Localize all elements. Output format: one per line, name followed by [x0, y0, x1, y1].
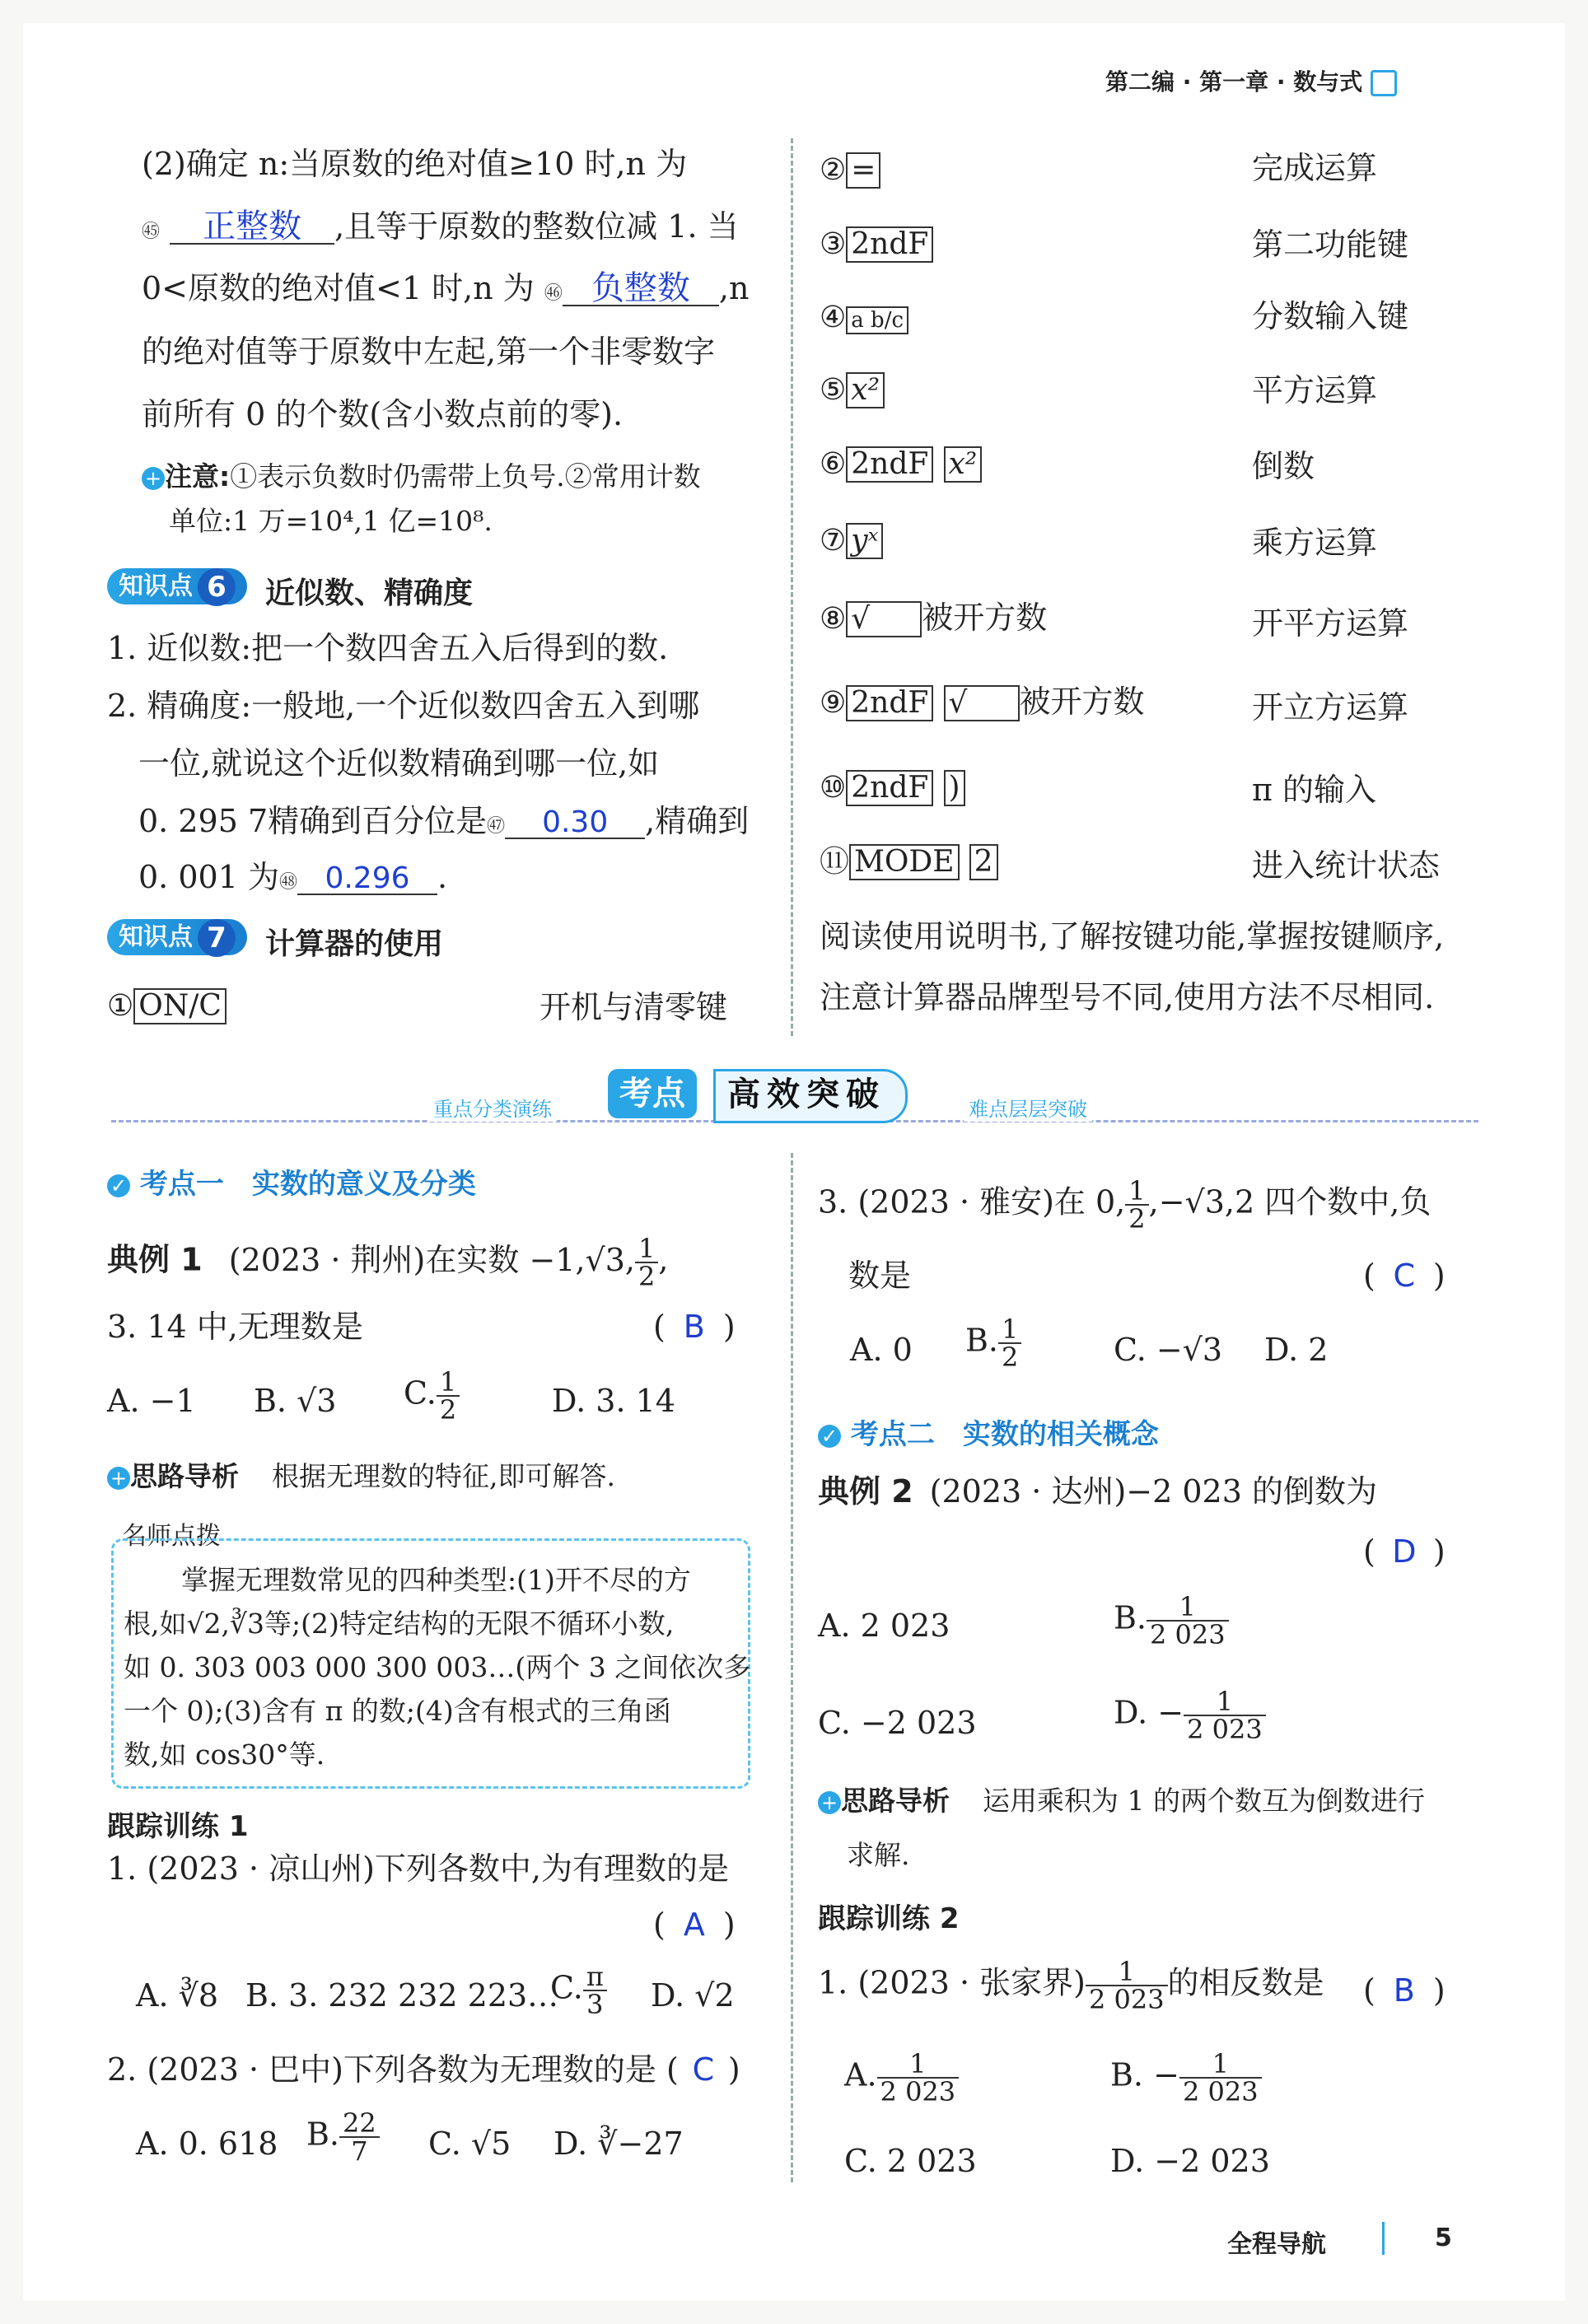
fraction: [1125, 1175, 1148, 1234]
plus-icon: +: [107, 1467, 130, 1490]
answer-48: 0.296: [297, 864, 437, 895]
hint-text: 根据无理数的特征,即可解答.: [272, 1460, 615, 1492]
calc-desc: 乘方运算: [1252, 525, 1378, 561]
key-sqrt: √: [944, 685, 1020, 721]
numerator: 1: [998, 1316, 1021, 1344]
calc-row: [820, 770, 965, 806]
question-text: 数是: [848, 1258, 912, 1294]
example-text: (2023 · 荆州)在实数 −1,√3,: [228, 1241, 636, 1278]
denominator: 2 023: [880, 2076, 956, 2107]
fraction: [437, 1366, 460, 1426]
checkbox-icon: [1371, 70, 1397, 96]
calc-desc: 完成运算: [1252, 150, 1378, 186]
answer: B: [1393, 1972, 1415, 2009]
option-b: [965, 1314, 1021, 1373]
blank-number: ㊼: [487, 816, 506, 837]
option-c: C. −√3: [1114, 1332, 1223, 1368]
numerator: 1: [1179, 2051, 1262, 2079]
banner-kaodian: 考点: [608, 1069, 697, 1118]
text-line: ,n: [718, 270, 750, 306]
fraction: [1147, 1591, 1229, 1650]
denominator: 2: [1002, 1342, 1019, 1373]
kp-number: 7: [198, 919, 236, 957]
example-text: (2023 · 达州)−2 023 的倒数为: [929, 1473, 1377, 1510]
hint-label: 思路导析: [130, 1460, 239, 1492]
key-2ndf: 2ndF: [846, 226, 933, 263]
banner-title: 高效突破: [713, 1069, 908, 1123]
calc-row: [820, 685, 1145, 721]
tip-line: 如 0. 303 003 000 300 003…(两个 3 之间依次多: [124, 1651, 751, 1683]
option-label: A.: [844, 2056, 877, 2093]
calc-desc: π 的输入: [1252, 772, 1377, 808]
answer: A: [683, 1906, 705, 1943]
answer-bracket: ( B ): [653, 1309, 736, 1345]
note-line: ①表示负数时仍需带上负号.②常用计数: [230, 460, 701, 492]
plus-icon: +: [142, 467, 165, 490]
option-a: A. 0: [850, 1332, 913, 1368]
calc-row: [820, 844, 998, 880]
numerator: 1: [635, 1235, 658, 1263]
question-text: 的相反数是: [1167, 1964, 1324, 2001]
answer: D: [1392, 1533, 1417, 1570]
hint-label: 思路导析: [841, 1785, 950, 1817]
answer: B: [683, 1309, 705, 1345]
key-2ndf: 2ndF: [846, 446, 933, 483]
text-line: 2. 精确度:一般地,一个近似数四舍五入到哪: [107, 688, 700, 724]
text-line: 注意计算器品牌型号不同,使用方法不尽相同.: [820, 979, 1435, 1015]
option-c: [550, 1963, 607, 2018]
knowledge-point-badge: [107, 568, 247, 604]
footer-title: 全程导航: [1227, 2230, 1326, 2259]
row-number: ④: [820, 301, 847, 334]
fraction: [877, 2048, 960, 2107]
row-number: ⑤: [820, 373, 847, 407]
fraction: [635, 1235, 658, 1290]
option-b: [1114, 1591, 1229, 1650]
tip-line: 一个 0);(3)含有 π 的数;(4)含有根式的三角函: [124, 1695, 671, 1727]
option-a: A. 2 023: [818, 1608, 950, 1644]
denominator: 2: [638, 1261, 656, 1292]
fraction: [998, 1314, 1021, 1373]
answer: C: [692, 2051, 715, 2088]
text-line: ,精确到: [645, 803, 750, 839]
denominator: 3: [586, 1989, 604, 2020]
calc-desc: 倒数: [1252, 448, 1315, 484]
option-a: [844, 2048, 959, 2107]
option-label: C.: [404, 1374, 437, 1412]
teacher-tip-label: 名师点拨: [122, 1522, 221, 1551]
example-line: [107, 1235, 668, 1290]
numerator: 1: [437, 1369, 460, 1397]
answer-bracket: ( B ): [1363, 1972, 1446, 2009]
blank-47-line: [138, 805, 749, 839]
question-1: [818, 1958, 1324, 2013]
calc-row: [820, 446, 982, 483]
question-text: 3. (2023 · 雅安)在 0,: [818, 1183, 1126, 1220]
option-a: A. ∛8: [136, 1977, 218, 2014]
kp-number: 6: [198, 568, 236, 606]
calc-row: [820, 523, 883, 559]
option-label: B.: [965, 1322, 999, 1359]
calc-row: [820, 601, 1047, 637]
option-label: B. −: [1110, 2056, 1179, 2093]
calc-desc: 平方运算: [1252, 372, 1378, 408]
numerator: 1: [877, 2051, 960, 2079]
plus-icon: +: [818, 1791, 841, 1814]
key-2: 2: [969, 844, 998, 880]
key-2ndf: 2ndF: [846, 685, 933, 721]
key-mode: MODE: [849, 844, 960, 880]
option-d: D. 3. 14: [552, 1383, 675, 1419]
blank-45: [142, 210, 739, 245]
numerator: 1: [1125, 1178, 1148, 1206]
option-label: B.: [1114, 1599, 1147, 1636]
answer-45: 正整数: [170, 210, 334, 245]
fraction: [1184, 1688, 1266, 1743]
calc-desc: 开平方运算: [1252, 605, 1409, 642]
option-b: B. √3: [254, 1383, 337, 1419]
denominator: 2: [1128, 1203, 1146, 1234]
question-2: 2. (2023 · 巴中)下列各数为无理数的是 ( C ): [107, 2051, 740, 2088]
blank-number: ㊻: [544, 283, 563, 304]
answer-bracket: ( C ): [1363, 1258, 1446, 1294]
numerator: π: [583, 1963, 607, 1991]
option-c: [404, 1366, 460, 1426]
hint: [107, 1460, 615, 1492]
chapter-title: 第二编 · 第一章 · 数与式: [1105, 68, 1363, 96]
text-line: 的绝对值等于原数中左起,第一个非零数字: [142, 334, 716, 370]
option-d: [1114, 1688, 1266, 1743]
text-line: ,且等于原数的整数位减 1. 当: [334, 208, 739, 245]
option-a: A. 0. 618: [136, 2126, 278, 2162]
hint-text: 运用乘积为 1 的两个数互为倒数进行: [983, 1785, 1425, 1817]
calc-desc: 开机与清零键: [539, 989, 728, 1025]
chapter-header: [1105, 64, 1397, 97]
training-title: 跟踪训练 2: [818, 1902, 960, 1935]
row-number: ⑩: [820, 771, 847, 805]
blank-46-line: [142, 269, 750, 307]
kp-title: 计算器的使用: [265, 927, 444, 961]
knowledge-point-badge: [107, 919, 247, 955]
text-line: 一位,就说这个近似数精确到哪一位,如: [138, 745, 660, 782]
answer-47: 0.30: [505, 808, 645, 839]
key-square: x²: [944, 446, 983, 483]
row-number: ⑧: [820, 602, 847, 636]
key-on-c: ON/C: [133, 988, 227, 1024]
calc-row: [820, 301, 908, 334]
calc-desc: 开立方运算: [1252, 689, 1409, 726]
example-label: 典例 2: [818, 1473, 913, 1510]
option-d: D. ∛−27: [553, 2126, 684, 2162]
text: ,: [658, 1241, 669, 1278]
blank-number: ㊽: [278, 872, 297, 893]
fraction: [1179, 2048, 1262, 2107]
option-c: C. 2 023: [844, 2143, 977, 2179]
row-number: ⑦: [820, 524, 847, 558]
text-line: .: [437, 859, 448, 895]
option-label: B.: [306, 2116, 340, 2153]
option-b: [1110, 2048, 1262, 2107]
option-c: C. √5: [428, 2126, 511, 2162]
row-number: ③: [820, 227, 847, 261]
option-d: D. √2: [651, 1977, 735, 2014]
key-paren: ): [944, 770, 965, 806]
text-line: (2)确定 n:当原数的绝对值≥10 时,n 为: [142, 146, 688, 182]
denominator: 2: [439, 1394, 457, 1426]
footer-divider: [1382, 2222, 1385, 2255]
note: [142, 460, 701, 492]
section-title-text: 考点一 实数的意义及分类: [139, 1168, 476, 1201]
banner-right-tag: 难点层层突破: [964, 1093, 1092, 1122]
fraction: [583, 1963, 607, 2018]
text-line: 0<原数的绝对值<1 时,n 为: [142, 270, 535, 306]
key-2ndf: 2ndF: [846, 770, 933, 806]
numerator: 1: [1147, 1594, 1229, 1622]
key-equals: =: [846, 152, 880, 189]
option-d: D. 2: [1264, 1332, 1329, 1368]
option-b: B. 3. 232 232 223…: [245, 1977, 559, 2014]
option-label: C.: [550, 1969, 583, 2006]
option-label: D. −: [1114, 1694, 1184, 1731]
question-text: ,−√3,2 四个数中,负: [1148, 1183, 1432, 1220]
example-line: [818, 1473, 1377, 1510]
radicand-label: 被开方数: [922, 600, 1048, 636]
row-number: ⑨: [820, 686, 847, 720]
key-fraction: a b/c: [846, 306, 908, 334]
text-line: 0. 295 7精确到百分位是: [138, 803, 488, 839]
fraction: [1086, 1958, 1168, 2013]
numerator: 1: [1184, 1688, 1266, 1716]
row-number: ⑥: [820, 447, 847, 481]
calc-row: [107, 988, 227, 1024]
answer: C: [1393, 1258, 1416, 1294]
fraction: [339, 2107, 380, 2167]
note-label: 注意:: [165, 460, 231, 492]
answer-bracket: ( A ): [653, 1906, 736, 1943]
question-3: [818, 1175, 1432, 1234]
column-divider-top: [791, 138, 793, 1036]
answer-46: 负整数: [563, 272, 719, 306]
denominator: 7: [351, 2135, 368, 2167]
question-text: 2. (2023 · 巴中)下列各数为无理数的是: [107, 2051, 656, 2088]
option-b: [306, 2107, 380, 2167]
hint-text: 求解.: [847, 1839, 910, 1871]
text-line: 前所有 0 的个数(含小数点前的零).: [142, 396, 624, 432]
page-number: 5: [1435, 2224, 1452, 2252]
text-line: 阅读使用说明书,了解按键功能,掌握按键顺序,: [820, 918, 1445, 954]
tip-line: 数,如 cos30°等.: [124, 1738, 325, 1771]
section-title: [107, 1161, 476, 1202]
column-divider-bottom: [791, 1153, 793, 2182]
option-c: C. −2 023: [818, 1705, 977, 1741]
calc-desc: 分数输入键: [1252, 298, 1409, 334]
denominator: 2 023: [1182, 2076, 1259, 2107]
key-square: x²: [846, 372, 885, 408]
example-line: 3. 14 中,无理数是: [107, 1309, 363, 1345]
row-number: ①: [107, 989, 134, 1023]
section-title-text: 考点二 实数的相关概念: [850, 1418, 1159, 1451]
key-sqrt: √: [846, 601, 922, 637]
kp-label: 知识点: [119, 922, 193, 952]
denominator: 2 023: [1150, 1619, 1226, 1650]
note-line: 单位:1 万=10⁴,1 亿=10⁸.: [169, 505, 493, 537]
key-power: yˣ: [846, 523, 883, 559]
section-title: [818, 1412, 1159, 1452]
calc-desc: 进入统计状态: [1252, 847, 1441, 884]
calc-row: [820, 152, 880, 189]
text-line: 0. 001 为: [138, 859, 279, 895]
example-label: 典例 1: [107, 1241, 203, 1278]
option-d: D. −2 023: [1110, 2143, 1270, 2179]
denominator: 2 023: [1187, 1714, 1263, 1745]
row-number: ②: [820, 153, 847, 187]
text-line: 1. 近似数:把一个数四舍五入后得到的数.: [107, 630, 669, 666]
option-a: A. −1: [107, 1383, 196, 1419]
check-circle-icon: ✓: [107, 1174, 130, 1197]
calc-desc: 第二功能键: [1252, 226, 1409, 263]
training-title: 跟踪训练 1: [107, 1810, 249, 1843]
numerator: 22: [339, 2110, 380, 2138]
calc-row: [820, 372, 885, 408]
answer-bracket: ( D ): [1363, 1533, 1446, 1570]
numerator: 1: [1086, 1958, 1168, 1986]
kp-title: 近似数、精确度: [265, 576, 474, 610]
calc-row: [820, 226, 933, 263]
banner-left-tag: 重点分类演练: [428, 1093, 557, 1122]
denominator: 2 023: [1088, 1984, 1165, 2015]
radicand-label: 被开方数: [1019, 684, 1145, 720]
question-1: 1. (2023 · 凉山州)下列各数中,为有理数的是: [107, 1850, 730, 1887]
row-number: ⑪: [820, 845, 850, 879]
hint: [818, 1785, 1425, 1817]
blank-number: ㊺: [142, 222, 161, 242]
question-text: 1. (2023 · 张家界): [818, 1964, 1086, 2001]
tip-line: 掌握无理数常见的四种类型:(1)开不尽的方: [181, 1564, 691, 1596]
kp-label: 知识点: [119, 572, 193, 601]
check-circle-icon: ✓: [818, 1425, 841, 1448]
tip-line: 根,如√2,∛3等;(2)特定结构的无限不循环小数,: [124, 1608, 675, 1640]
blank-48-line: [138, 861, 447, 895]
